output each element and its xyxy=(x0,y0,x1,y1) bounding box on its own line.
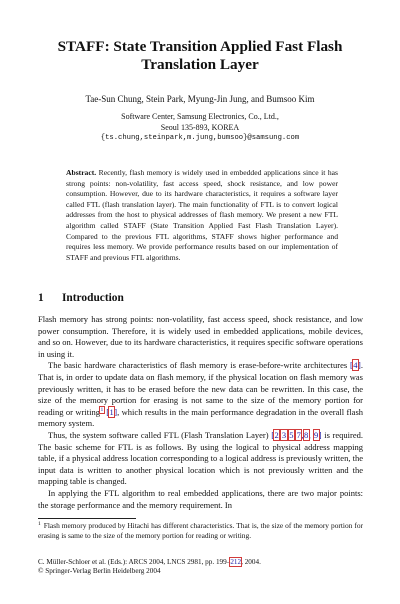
paragraph-2 xyxy=(38,360,363,430)
citation-group: [2,3,5,7,8, 9] xyxy=(271,429,322,440)
paragraph-2-text-a: The basic hardware characteristics of flash memory is erase-before-write architectures xyxy=(48,360,350,371)
title-line-2: Translation Layer xyxy=(141,56,259,73)
footnote-rule xyxy=(38,518,136,519)
paragraph-3-text-b: is required. The basic scheme for FTL is as follows. By using the logical to physical address mapping table, if a physical address location corresponding to a logical address is previously written, the input data is written to another physical location which is not previously written and the mapping table is changed. xyxy=(38,429,363,487)
citation-2[interactable]: 2 xyxy=(274,429,279,440)
citation-8[interactable]: 8 xyxy=(304,429,309,440)
paper-title xyxy=(40,38,360,74)
footnote xyxy=(38,521,363,540)
citation-9[interactable]: 9 xyxy=(314,429,319,440)
section-number: 1 xyxy=(38,292,44,304)
copyright-line: © Springer-Verlag Berlin Heidelberg 2004 xyxy=(38,567,161,576)
paragraph-3 xyxy=(38,430,363,488)
paragraph-2-text-b: . That is, in order to update data on flash memory, if the physical location on flash memory was previously written, it has to be erased before the new data can be rewritten. In this case, the size of the memory portion for erasing is not same to the size of the memory portion for reading or writing xyxy=(38,360,363,417)
citation-1[interactable]: 1 xyxy=(109,406,114,417)
citation-link[interactable]: [1] xyxy=(106,406,118,417)
affiliation-line-2: Seoul 135-893, KOREA xyxy=(160,122,240,132)
citation-4[interactable]: 4 xyxy=(353,360,358,371)
section-heading xyxy=(38,291,124,305)
footnote-text: Flash memory produced by Hitachi has different characteristics. That is, the size of the memory portion for erasing is same to the size of the memory portion for reading or writing. xyxy=(38,521,363,540)
citation-5[interactable]: 5 xyxy=(289,429,294,440)
paragraph-3-text-a: Thus, the system software called FTL (Flash Translation Layer) xyxy=(48,429,272,440)
body-text xyxy=(38,314,363,511)
citation-link[interactable]: [4] xyxy=(349,360,361,371)
paragraph-4: In applying the FTL algorithm to real embedded applications, there are two major points: the storage performance and the memory requirement. In xyxy=(38,487,363,510)
abstract-label: Abstract. xyxy=(66,168,97,177)
citation-3[interactable]: 3 xyxy=(281,429,287,440)
citation-7[interactable]: 7 xyxy=(296,429,301,440)
author-list: Tae-Sun Chung, Stein Park, Myung-Jin Jung, and Bumsoo Kim xyxy=(85,94,315,104)
abstract-text: Recently, flash memory is widely used in embedded applications since it has strong points: non-volatility, fast access speed, shock resistance, and low power consumption. However, due to its hardware characteristics, it requires a software layer called FTL (flash translation layer). The main functionality of FTL is to convert logical addresses from the host to physical addresses of flash memory. We present a new FTL algorithm called STAFF (State Transition Applied Fast Flash Translation Layer). Compared to the previous FTL algorithms, STAFF shows higher performance and requires less memory. We provide performance results based on our implementation of STAFF and previous FTL algorithms. xyxy=(66,168,338,262)
footer-citation-end: , 2004. xyxy=(241,558,261,566)
paragraph-2-text-d: , which results in the main performance degradation in the overall flash memory system. xyxy=(38,406,364,429)
paragraph-1: Flash memory has strong points: non-volatility, fast access speed, shock resistance, and low power consumption. Therefore, it is widely used in embedded applications, mobile devices, and so on. However, due to its hardware characteristics, it requires specific software operations in using it. xyxy=(38,314,363,359)
affiliation-line-1: Software Center, Samsung Electronics, Co., Ltd., xyxy=(121,112,279,121)
footnote-marker-text[interactable]: 1 xyxy=(100,406,104,413)
footer-citation-line xyxy=(38,558,363,567)
footnote-number: 1 xyxy=(38,520,41,527)
footer-citation-text: C. Müller-Schloer et al. (Eds.): ARCS 2004, LNCS 2981, pp. 199– xyxy=(38,558,231,566)
title-line-1: STAFF: State Transition Applied Fast Flash xyxy=(57,38,343,55)
section-title: Introduction xyxy=(62,292,124,304)
publication-footer xyxy=(38,558,363,577)
author-emails: {ts.chung,steinpark,m.jung,bumsoo}@samsung.com xyxy=(100,134,300,143)
page-range-link[interactable]: 212 xyxy=(230,558,242,566)
affiliation xyxy=(30,112,370,144)
abstract xyxy=(66,168,338,263)
